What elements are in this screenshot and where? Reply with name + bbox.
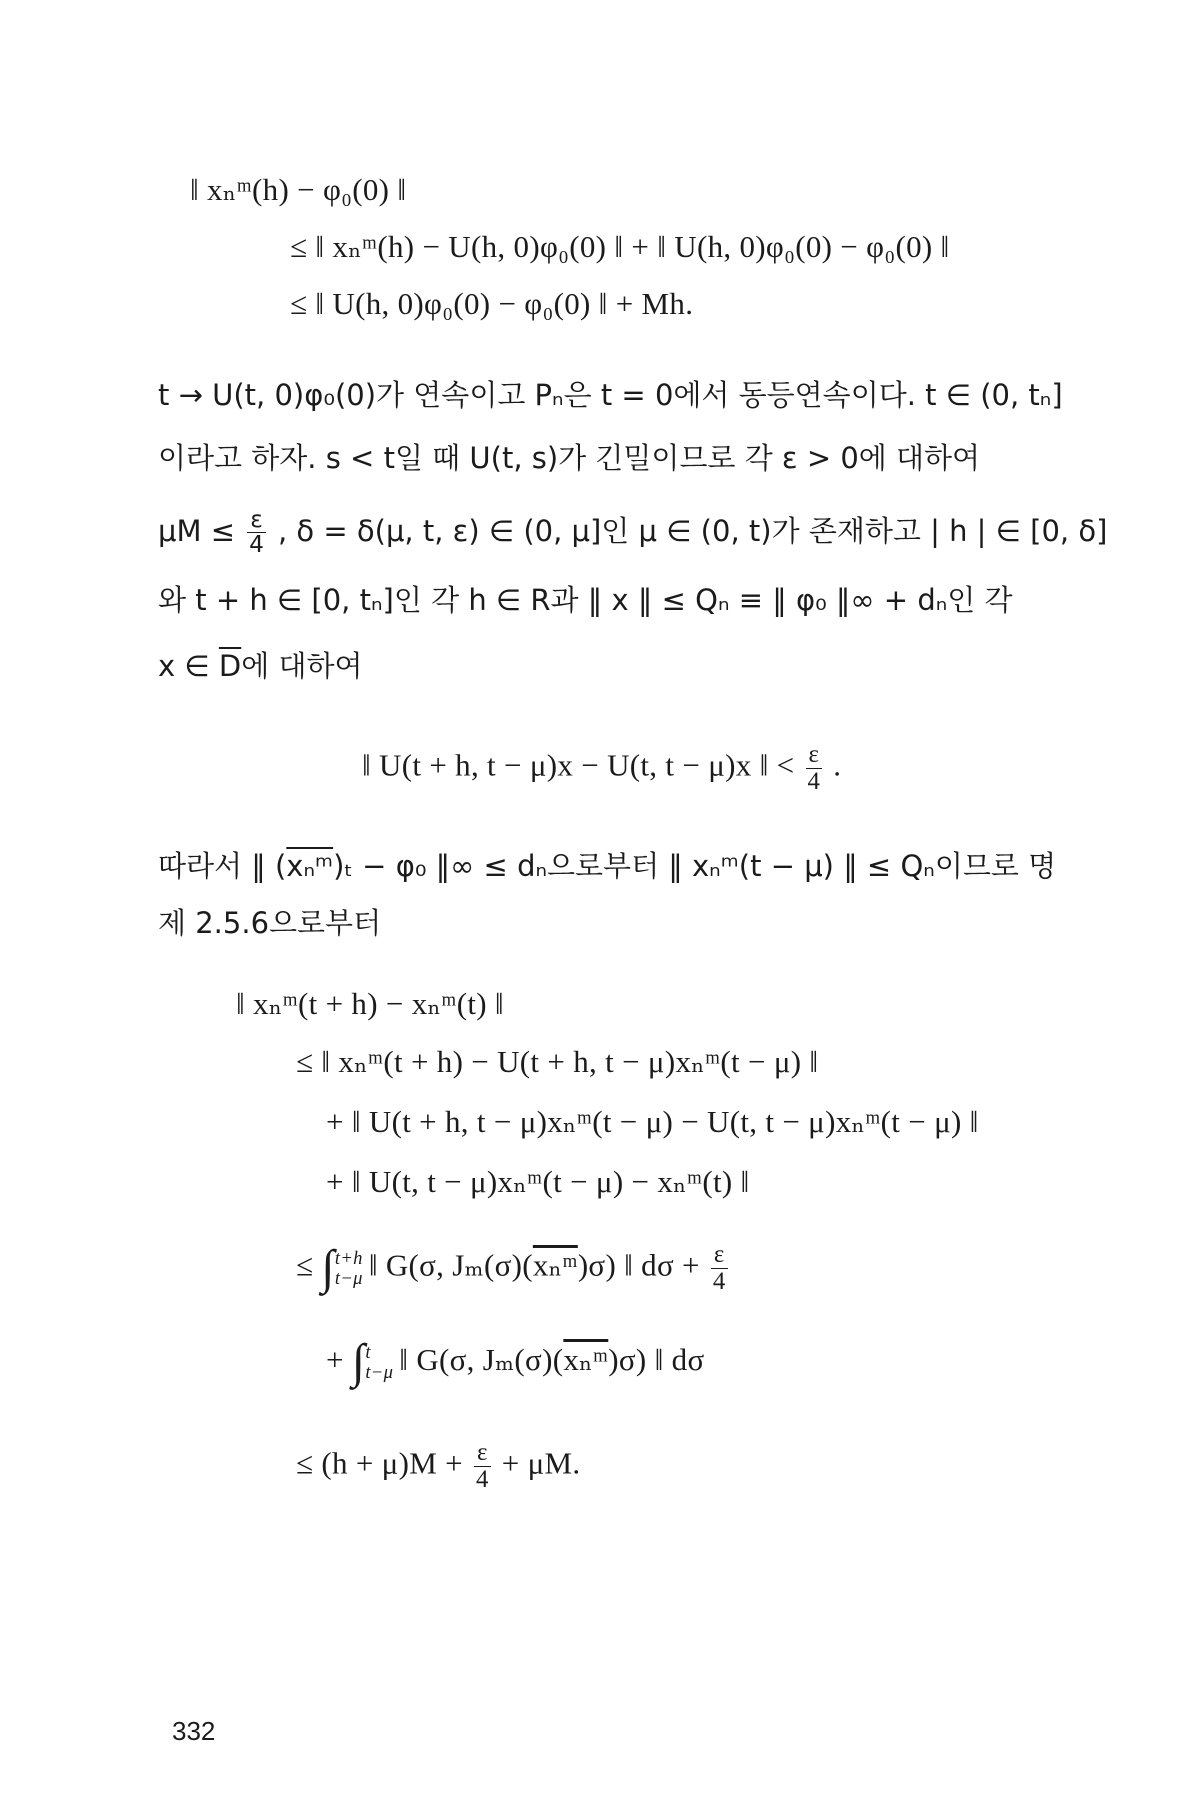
fraction-epsilon-over-4: $\frac{\varepsilon}{4}$ <box>806 742 823 795</box>
page-number: 332 <box>172 1716 216 1746</box>
eq1-line1: ‖ xₙᵐ(h) − φ₀(0) ‖ <box>190 172 407 207</box>
eq3-line4: + ‖ U(t, t − μ)xₙᵐ(t − μ) − xₙᵐ(t) ‖ <box>326 1164 750 1199</box>
eq3-line1: ‖ xₙᵐ(t + h) − xₙᵐ(t) ‖ <box>236 986 504 1021</box>
para2-line2: 제 2.5.6으로부터 <box>158 906 382 940</box>
overline-x: $\overline{x_nᵐ}$ <box>286 849 334 883</box>
closure-D: $\overline{D}$ <box>218 649 242 683</box>
integral-limits: t t−μ <box>365 1342 394 1383</box>
fraction-epsilon-over-4: $\frac{\varepsilon}{4}$ <box>249 506 264 559</box>
eq3-line2: ≤ ‖ xₙᵐ(t + h) − U(t + h, t − μ)xₙᵐ(t − μ) ‖ <box>296 1044 819 1079</box>
fraction-epsilon-over-4: $\frac{\varepsilon}{4}$ <box>711 1242 728 1295</box>
eq3-line7: ≤ (h + μ)M + $\frac{\varepsilon}{4}$ + μM. <box>296 1439 581 1494</box>
overline-x: $\overline{x_nᵐ}$ <box>532 1247 578 1283</box>
integral-sign: ∫ <box>351 1335 366 1389</box>
para1-line2: 이라고 하자. s < t일 때 U(t, s)가 긴밀이므로 각 ε > 0에 대하여 <box>158 441 981 475</box>
para2-line1: 따라서 ‖ $(\overline{x_nᵐ})_t - \varphi_0$ ‖∞ ≤ dₙ으로부터 ‖ xₙᵐ(t − μ) ‖ ≤ Qₙ이므로 명 <box>158 849 1057 883</box>
para1-line4: 와 t + h ∈ [0, tₙ]인 각 h ∈ R과 ‖ x ‖ ≤ Qₙ ≡ ‖ φ₀ ‖∞ + dₙ인 각 <box>158 583 1013 617</box>
eq3-line3: + ‖ U(t + h, t − μ)xₙᵐ(t − μ) − U(t, t − μ)xₙᵐ(t − μ) ‖ <box>326 1104 979 1139</box>
eq3-line5: ≤ ∫ t+h t−μ ‖ G(σ, $J_m(\sigma)(\overline{x_nᵐ})\sigma$) ‖ dσ + $\frac{\varepsilon}{4}$ <box>296 1242 731 1295</box>
integral-sign: ∫ <box>321 1240 335 1294</box>
eq1-line3: ≤ ‖ U(h, 0)φ₀(0) − φ₀(0) ‖ + Mh. <box>290 286 694 321</box>
integral-limits: t+h t−μ <box>334 1248 363 1289</box>
para1-line5: x ∈ $\overline{D}$에 대하여 <box>158 649 363 683</box>
eq3-line6: + ∫ t t−μ ‖ G(σ, $J_m(\sigma)(\overline{x_nᵐ})\sigma$) ‖ dσ <box>326 1335 705 1389</box>
overline-x: $\overline{x_nᵐ}$ <box>563 1342 609 1377</box>
eq1-line2: ≤ ‖ xₙᵐ(h) − U(h, 0)φ₀(0) ‖ + ‖ U(h, 0)φ₀(0) − φ₀(0) ‖ <box>290 229 950 264</box>
para1-line1: t → U(t, 0)φ₀(0)가 연속이고 Pₙ은 t = 0에서 동등연속이다. t ∈ (0, tₙ] <box>158 378 1063 412</box>
fraction-epsilon-over-4: $\frac{\varepsilon}{4}$ <box>474 1440 491 1493</box>
eq2: ‖ U(t + h, t − μ)x − U(t, t − μ)x ‖ < $\frac{\varepsilon}{4}$ . <box>362 741 842 796</box>
para1-line3: μM ≤ $\frac{\varepsilon}{4}$ , δ = δ(μ, t, ε) ∈ (0, μ]인 μ ∈ (0, t)가 존재하고 | h | ∈ [0, δ] <box>158 506 1108 559</box>
